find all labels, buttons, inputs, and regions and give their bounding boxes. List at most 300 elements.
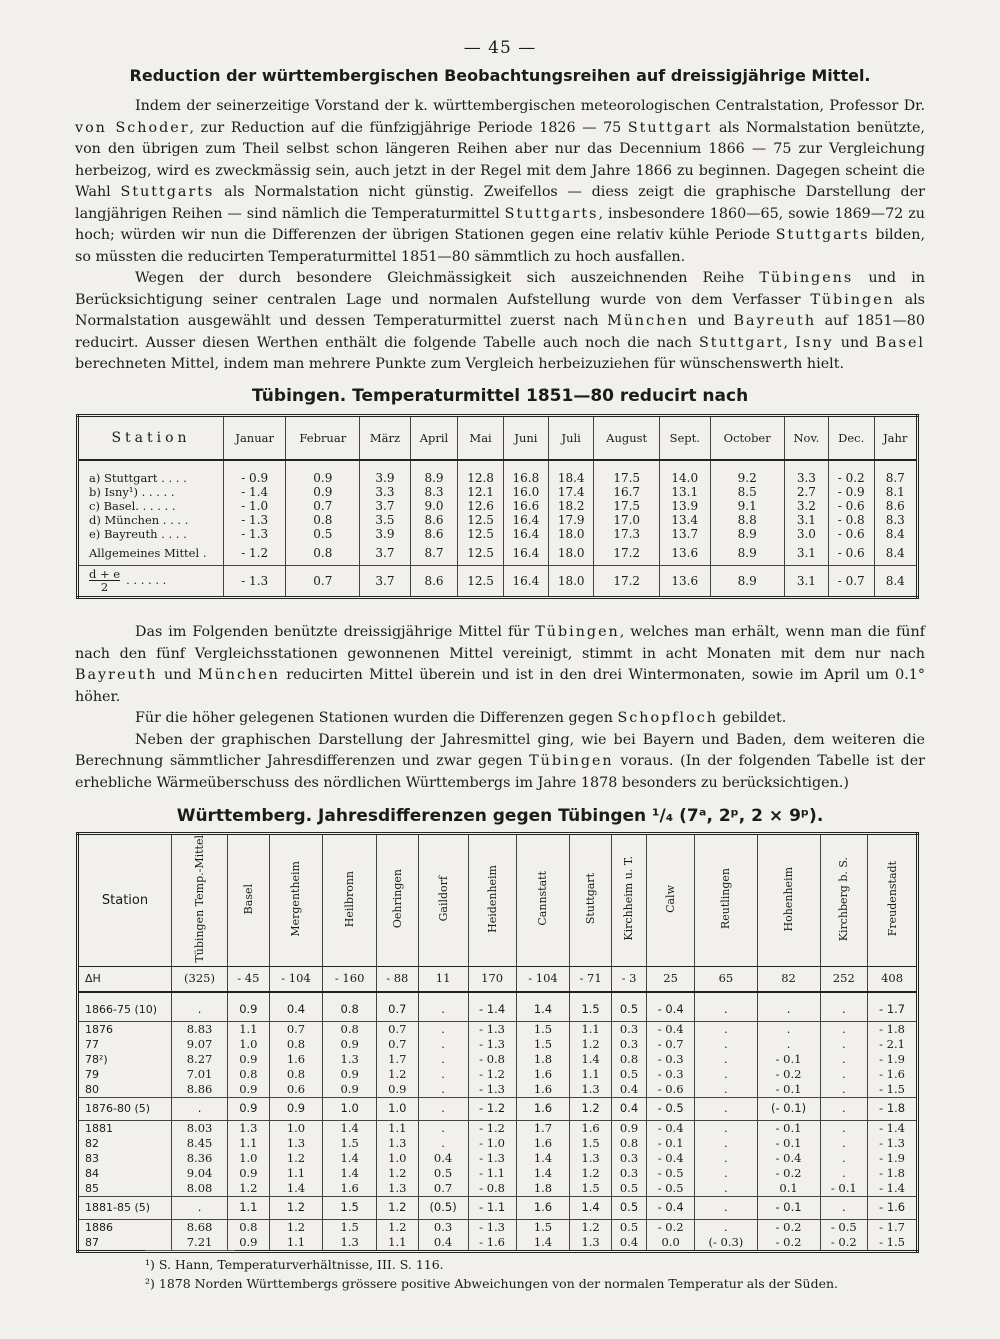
table-cell: 12.8 — [458, 460, 503, 485]
table-cell: - 0.5 — [647, 1097, 695, 1120]
table-cell: . — [695, 1136, 757, 1151]
table-cell: 8.6 — [410, 527, 458, 541]
table-cell: 0.7 — [286, 565, 360, 597]
header-label: Heidenheim — [485, 864, 499, 933]
row-label: 83 — [85, 1151, 99, 1165]
table-row — [78, 966, 918, 992]
table-cell: . — [418, 1037, 468, 1052]
table-cell: . — [695, 1021, 757, 1037]
paragraph-3: Das im Folgenden benützte dreissigjährige Mittel für Tübingen, welches man erhält, wenn man die fünf nach den fünf Vergleichsstationen gewonnenen Mittel vereinigt, stimmt in acht Monaten mit dem nur nach Bayreuth und München reducirten Mittel überein und ist in den drei Wintermonaten, sowie im April um 0.1° höher. — [75, 624, 925, 705]
table-cell: 0.8 — [323, 999, 377, 1022]
table-row — [78, 527, 918, 541]
table-cell: . — [695, 1037, 757, 1052]
table-cell: 0.3 — [611, 1021, 646, 1037]
table-cell: 82 — [757, 966, 820, 992]
spacer-row — [78, 992, 918, 999]
table-cell: 1.3 — [376, 1181, 418, 1197]
footnote-2: ²) 1878 Norden Württembergs grössere positive Abweichungen von der normalen Temperatur als der Süden. — [145, 1276, 839, 1291]
row-label: d) München . . . . — [89, 513, 189, 527]
table-cell: 1.0 — [323, 1097, 377, 1120]
table-cell: - 160 — [323, 966, 377, 992]
table-cell: . — [820, 1021, 868, 1037]
header-cell — [868, 834, 918, 967]
table-cell: 3.5 — [360, 513, 410, 527]
table-row — [78, 1181, 918, 1197]
table-cell: . — [418, 1082, 468, 1098]
fraction-denominator: 2 — [100, 580, 109, 594]
table-cell: 65 — [695, 966, 757, 992]
table-cell: 3.7 — [360, 565, 410, 597]
table-cell: 1.4 — [516, 999, 570, 1022]
table-cell: 1.7 — [376, 1052, 418, 1067]
table-cell: 1.6 — [516, 1196, 570, 1219]
table-cell: 1.0 — [228, 1151, 270, 1166]
table-row — [78, 499, 918, 513]
table-cell: - 0.1 — [757, 1120, 820, 1136]
header-cell: März — [360, 416, 410, 461]
table-cell: - 0.4 — [647, 1120, 695, 1136]
table-cell: - 0.5 — [820, 1219, 868, 1235]
footnote-1: ¹) S. Hann, Temperaturverhältnisse, III. S. 116. — [145, 1257, 444, 1272]
table-row — [78, 1067, 918, 1082]
table-cell: 7.21 — [172, 1235, 228, 1252]
table-cell: 1.4 — [570, 1196, 612, 1219]
table-cell: 3.0 — [784, 527, 828, 541]
table-cell: 1.0 — [228, 1037, 270, 1052]
table-cell: 8.5 — [710, 485, 784, 499]
table-cell: - 0.1 — [757, 1196, 820, 1219]
header-cell — [418, 834, 468, 967]
header-cell — [647, 834, 695, 967]
table-cell: - 104 — [269, 966, 323, 992]
header-cell: Station — [101, 892, 149, 908]
table-cell: (0.5) — [418, 1196, 468, 1219]
differences-table — [76, 832, 919, 1253]
table2-title: Württemberg. Jahresdifferenzen gegen Tübingen ¹/₄ (7ᵃ, 2ᵖ, 2 × 9ᵖ). — [176, 806, 824, 826]
table-cell: 13.9 — [660, 499, 710, 513]
table-cell: 8.8 — [710, 513, 784, 527]
table-cell: 0.5 — [418, 1166, 468, 1181]
table-cell: - 2.1 — [868, 1037, 918, 1052]
header-cell — [611, 834, 646, 967]
table-cell: 8.7 — [410, 541, 458, 565]
table-cell: 8.6 — [874, 499, 918, 513]
header-label: Kirchheim u. T. — [622, 856, 636, 942]
table-cell: 25 — [647, 966, 695, 992]
table-cell: 8.3 — [874, 513, 918, 527]
table-cell: - 0.2 — [820, 1235, 868, 1252]
table-cell: 1.2 — [570, 1097, 612, 1120]
table1-title: Tübingen. Temperaturmittel 1851—80 reducirt nach — [251, 386, 749, 406]
table-cell: 0.4 — [418, 1235, 468, 1252]
header-label: Heilbronn — [343, 870, 357, 927]
header-cell — [516, 834, 570, 967]
table-cell: 1.5 — [570, 1181, 612, 1197]
table-cell: - 0.2 — [647, 1219, 695, 1235]
table-cell: . — [820, 1097, 868, 1120]
table-row — [78, 1136, 918, 1151]
table-cell: . — [418, 1052, 468, 1067]
row-label: 78²) — [85, 1052, 108, 1066]
table-cell: 0.4 — [611, 1235, 646, 1252]
table-cell: 1.2 — [570, 1166, 612, 1181]
table-row — [78, 1151, 918, 1166]
spacer-cell — [757, 992, 820, 999]
table-cell: - 0.3 — [647, 1067, 695, 1082]
header-cell — [269, 834, 323, 967]
table-cell: . — [820, 1136, 868, 1151]
table-cell: . — [695, 1196, 757, 1219]
table2-header — [78, 834, 918, 967]
table-cell: 0.5 — [611, 1067, 646, 1082]
table-cell: 1.3 — [570, 1082, 612, 1098]
table-cell: - 0.2 — [757, 1219, 820, 1235]
table-cell: 1.3 — [376, 1136, 418, 1151]
table-cell: 9.2 — [710, 460, 784, 485]
table-cell: - 1.3 — [468, 1037, 516, 1052]
header-cell — [228, 834, 270, 967]
header-label: Calw — [664, 884, 678, 913]
table-cell: 1.4 — [269, 1181, 323, 1197]
table-cell: 13.1 — [660, 485, 710, 499]
table-cell: - 1.3 — [868, 1136, 918, 1151]
table-cell: - 0.1 — [757, 1136, 820, 1151]
table-cell: - 1.8 — [868, 1097, 918, 1120]
table-cell: 18.2 — [549, 499, 594, 513]
table-row — [78, 565, 918, 597]
table-cell: 1.4 — [323, 1151, 377, 1166]
table-cell: - 71 — [570, 966, 612, 992]
row-label: c) Basel. . . . . . — [89, 499, 176, 513]
table-cell: 0.4 — [269, 999, 323, 1022]
row-label: 79 — [85, 1067, 99, 1081]
table-cell: 1.5 — [323, 1136, 377, 1151]
table-cell: 1.2 — [269, 1219, 323, 1235]
table-cell: - 1.0 — [468, 1136, 516, 1151]
header-cell — [570, 834, 612, 967]
table-cell: - 0.7 — [647, 1037, 695, 1052]
table-cell: 0.9 — [228, 1052, 270, 1067]
table-cell: 8.4 — [874, 565, 918, 597]
table-cell: 17.4 — [549, 485, 594, 499]
table-cell: 0.7 — [376, 1037, 418, 1052]
table-cell: 1.6 — [516, 1136, 570, 1151]
row-label: 1866-75 (10) — [78, 999, 172, 1022]
table-cell: 0.9 — [323, 1082, 377, 1098]
row-label: b) Isny¹) . . . . . — [89, 485, 175, 499]
paragraph-1: Indem der seinerzeitige Vorstand der k. württembergischen meteorologischen Centralstation, Professor Dr. von Schoder, zur Reduction auf die fünfzigjährige Periode 1826 — 75 Stuttgart als Normalstation benützte, von den übrigen zum Theil selbst schon längeren Reihen aber nur das Decennium 1866 — 75 zur Vergleichung herbeizog, wird es zweckmässig sein, auch jetzt in der Regel mit dem Jahre 1866 zu beginnen. Dagegen scheint die Wahl Stuttgarts als Normalstation nicht günstig. Zweifellos — diess zeigt die graphische Darstellung der langjährigen Reihen — sind nämlich die Temperaturmittel Stuttgarts, insbesondere 1860—65, sowie 1869—72 zu hoch; würden wir nun die Differenzen der übrigen Stationen gegen eine relativ kühle Periode Stuttgarts bilden, so müssten die reducirten Temperaturmittel 1851—80 sämmtlich zu hoch ausfallen. — [75, 98, 925, 265]
table-cell: . — [418, 1136, 468, 1151]
table-cell: . — [418, 1120, 468, 1136]
header-cell: Nov. — [784, 416, 828, 461]
header-label: Tübingen Temp.-Mittel — [193, 835, 207, 963]
table-cell: 0.8 — [228, 1067, 270, 1082]
table-cell: (- 0.3) — [695, 1235, 757, 1252]
table-cell: 8.6 — [410, 565, 458, 597]
table-cell: - 0.3 — [647, 1052, 695, 1067]
header-label: Kirchberg b. S. — [837, 856, 851, 941]
table-cell: - 0.4 — [757, 1151, 820, 1166]
table-cell: 8.9 — [710, 541, 784, 565]
table-cell: 16.4 — [503, 527, 548, 541]
table-cell: 16.7 — [594, 485, 660, 499]
table-cell: 1.4 — [570, 1052, 612, 1067]
table-cell: 8.9 — [410, 460, 458, 485]
header-cell — [757, 834, 820, 967]
table-cell: (- 0.1) — [757, 1097, 820, 1120]
table-cell: . — [820, 999, 868, 1022]
table-cell: . — [695, 1120, 757, 1136]
table-cell: - 1.3 — [224, 527, 286, 541]
row-label: 1881-85 (5) — [78, 1196, 172, 1219]
table-cell: - 1.6 — [868, 1196, 918, 1219]
table-cell: . — [695, 1219, 757, 1235]
spacer-cell — [695, 992, 757, 999]
spacer-cell — [376, 992, 418, 999]
table1-header — [78, 416, 918, 461]
table-cell: 0.7 — [376, 999, 418, 1022]
table-cell: 1.5 — [516, 1021, 570, 1037]
spacer-cell — [269, 992, 323, 999]
row-label: e) Bayreuth . . . . — [89, 527, 187, 541]
table-cell: 1.1 — [570, 1021, 612, 1037]
intro-text — [75, 96, 925, 376]
table-cell: 1.3 — [323, 1235, 377, 1252]
table-cell: . — [820, 1166, 868, 1181]
table-cell: 8.7 — [874, 460, 918, 485]
table-cell: 0.8 — [228, 1219, 270, 1235]
header-cell — [376, 834, 418, 967]
table-cell: 1.3 — [570, 1151, 612, 1166]
table-cell: 17.3 — [594, 527, 660, 541]
table-cell: 12.5 — [458, 565, 503, 597]
table-cell: 3.1 — [784, 565, 828, 597]
table-cell: 13.4 — [660, 513, 710, 527]
table-cell: 8.68 — [172, 1219, 228, 1235]
table-cell: . — [695, 1067, 757, 1082]
table-row — [78, 1037, 918, 1052]
table-cell: 0.3 — [418, 1219, 468, 1235]
table-cell: - 0.4 — [647, 1021, 695, 1037]
footnote-rule — [145, 1250, 235, 1251]
table-cell: 12.5 — [458, 513, 503, 527]
table-cell: - 1.3 — [468, 1151, 516, 1166]
table-cell: . — [418, 1067, 468, 1082]
table-cell: 1.4 — [516, 1235, 570, 1252]
spacer-cell — [228, 992, 270, 999]
table-cell: 12.1 — [458, 485, 503, 499]
table-cell: 0.9 — [228, 1097, 270, 1120]
table-cell: 1.5 — [516, 1037, 570, 1052]
table-cell: - 0.2 — [828, 460, 874, 485]
row-label: 1886 — [85, 1220, 113, 1234]
table-cell: 1.0 — [376, 1097, 418, 1120]
table-cell: 1.1 — [376, 1120, 418, 1136]
table-cell: 8.83 — [172, 1021, 228, 1037]
header-cell: Juni — [503, 416, 548, 461]
table-cell: - 0.5 — [647, 1181, 695, 1197]
table-cell: - 1.4 — [468, 999, 516, 1022]
table-cell: 8.27 — [172, 1052, 228, 1067]
table-cell: 7.01 — [172, 1067, 228, 1082]
table-cell: 1.2 — [376, 1219, 418, 1235]
header-cell — [820, 834, 868, 967]
table-cell: - 1.2 — [468, 1067, 516, 1082]
table-cell: . — [172, 1097, 228, 1120]
table-cell: - 0.2 — [757, 1067, 820, 1082]
table-row — [78, 1021, 918, 1037]
spacer-cell — [172, 992, 228, 999]
spacer-cell — [468, 992, 516, 999]
table-cell: - 1.1 — [468, 1166, 516, 1181]
table-cell: . — [757, 999, 820, 1022]
table-cell: . — [820, 1082, 868, 1098]
table-cell: 0.7 — [376, 1021, 418, 1037]
table-cell: 9.0 — [410, 499, 458, 513]
table-row — [78, 485, 918, 499]
fraction-numerator: d + e — [89, 567, 121, 581]
table-row — [78, 1120, 918, 1136]
table-cell: 12.5 — [458, 527, 503, 541]
table-cell: 9.07 — [172, 1037, 228, 1052]
table-cell: 1.2 — [570, 1037, 612, 1052]
table-cell: - 1.1 — [468, 1196, 516, 1219]
table-cell: 1.3 — [323, 1052, 377, 1067]
row-label: 1876-80 (5) — [78, 1097, 172, 1120]
row-label — [78, 565, 224, 597]
header-cell: Sept. — [660, 416, 710, 461]
table-cell: 0.7 — [269, 1021, 323, 1037]
table-cell: 1.1 — [269, 1166, 323, 1181]
table-cell: 3.9 — [360, 460, 410, 485]
table-row — [78, 1235, 918, 1252]
table-cell: . — [820, 1196, 868, 1219]
table-cell: 0.3 — [611, 1037, 646, 1052]
table-cell: - 0.9 — [224, 460, 286, 485]
table-cell: - 1.4 — [868, 1181, 918, 1197]
table-cell: . — [172, 1196, 228, 1219]
table-cell: 1.1 — [228, 1136, 270, 1151]
table-cell: - 1.7 — [868, 999, 918, 1022]
table-cell: 12.6 — [458, 499, 503, 513]
header-cell — [172, 834, 228, 967]
middle-text — [75, 622, 925, 794]
table-cell: - 1.5 — [868, 1235, 918, 1252]
table-cell: 0.3 — [611, 1151, 646, 1166]
header-cell: Februar — [286, 416, 360, 461]
table-cell: 0.4 — [611, 1082, 646, 1098]
table-cell: - 0.5 — [647, 1166, 695, 1181]
table-cell: 408 — [868, 966, 918, 992]
table-cell: - 0.8 — [468, 1052, 516, 1067]
table-cell: 1.6 — [323, 1181, 377, 1197]
table-cell: 0.5 — [611, 1196, 646, 1219]
table-cell: 0.5 — [611, 999, 646, 1022]
table-cell: - 1.3 — [224, 565, 286, 597]
header-cell: Juli — [549, 416, 594, 461]
table-cell: - 0.2 — [757, 1166, 820, 1181]
table-cell: - 1.0 — [224, 499, 286, 513]
table-cell: - 0.1 — [820, 1181, 868, 1197]
table-cell: - 88 — [376, 966, 418, 992]
table-row — [78, 1219, 918, 1235]
table-cell: 1.3 — [228, 1120, 270, 1136]
table-cell: 0.8 — [286, 541, 360, 565]
table-cell: 0.8 — [323, 1021, 377, 1037]
table-cell: 14.0 — [660, 460, 710, 485]
table-cell: 0.6 — [269, 1082, 323, 1098]
row-label: 80 — [85, 1082, 99, 1096]
table-cell: 17.9 — [549, 513, 594, 527]
paragraph-2: Wegen der durch besondere Gleichmässigkeit sich auszeichnenden Reihe Tübingens und in Berücksichtigung seiner centralen Lage und normalen Aufstellung wurde von dem Verfasser Tübingen als Normalstation ausgewählt und dessen Temperaturmittel zuerst nach München und Bayreuth auf 1851—80 reducirt. Ausser diesen Werthen enthält die folgende Tabelle auch noch die nach Stuttgart, Isny und Basel berechneten Mittel, indem man mehrere Punkte zum Vergleich herbeizuziehen für wünschenswerth hielt. — [75, 270, 925, 372]
spacer-cell — [868, 992, 918, 999]
table-cell: - 1.3 — [224, 513, 286, 527]
table-row — [78, 1097, 918, 1120]
table-cell: 1.6 — [269, 1052, 323, 1067]
table-cell: 16.6 — [503, 499, 548, 513]
table-cell: 0.9 — [228, 999, 270, 1022]
table-cell: - 0.1 — [757, 1052, 820, 1067]
table-cell: 0.4 — [611, 1097, 646, 1120]
table-cell: - 1.9 — [868, 1151, 918, 1166]
table-row — [78, 1052, 918, 1067]
table-cell: 1.2 — [269, 1151, 323, 1166]
table-cell: 0.8 — [286, 513, 360, 527]
table-cell: 1.7 — [516, 1120, 570, 1136]
table-cell: 1.0 — [269, 1120, 323, 1136]
table-cell: 8.45 — [172, 1136, 228, 1151]
row-label: ΔH — [78, 966, 172, 992]
table-cell: 17.5 — [594, 499, 660, 513]
table-cell: . — [695, 1166, 757, 1181]
table-cell: 16.8 — [503, 460, 548, 485]
table-cell: 0.8 — [269, 1037, 323, 1052]
table-cell: - 45 — [228, 966, 270, 992]
table-cell: 0.4 — [418, 1151, 468, 1166]
table-cell: - 0.1 — [647, 1136, 695, 1151]
table-cell: - 0.6 — [828, 541, 874, 565]
header-cell: Jahr — [874, 416, 918, 461]
table-cell: 0.3 — [611, 1166, 646, 1181]
table-cell: 1.4 — [516, 1151, 570, 1166]
header-label: Oehringen — [390, 869, 404, 929]
table-cell: - 1.7 — [868, 1219, 918, 1235]
table-cell: - 0.6 — [828, 527, 874, 541]
table-cell: 16.4 — [503, 541, 548, 565]
table-cell: . — [820, 1120, 868, 1136]
table-cell: 17.5 — [594, 460, 660, 485]
row-label: Allgemeines Mittel . — [89, 545, 207, 560]
table-cell: 0.8 — [611, 1052, 646, 1067]
header-cell — [468, 834, 516, 967]
table-cell: 8.36 — [172, 1151, 228, 1166]
table-cell: 13.6 — [660, 541, 710, 565]
table-cell: 1.5 — [570, 999, 612, 1022]
table-cell: 0.5 — [611, 1181, 646, 1197]
table-cell: . — [418, 1021, 468, 1037]
table-cell: 8.6 — [410, 513, 458, 527]
table-cell: 8.03 — [172, 1120, 228, 1136]
table-row — [78, 999, 918, 1022]
table-cell: 8.9 — [710, 527, 784, 541]
row-label: 87 — [85, 1235, 99, 1249]
table-cell: . — [418, 1097, 468, 1120]
table-cell: 17.2 — [594, 541, 660, 565]
table-cell: - 1.6 — [868, 1067, 918, 1082]
table-cell: 1.1 — [269, 1235, 323, 1252]
table-cell: - 0.4 — [647, 1151, 695, 1166]
leader-dots: . . . . . . — [126, 572, 167, 587]
